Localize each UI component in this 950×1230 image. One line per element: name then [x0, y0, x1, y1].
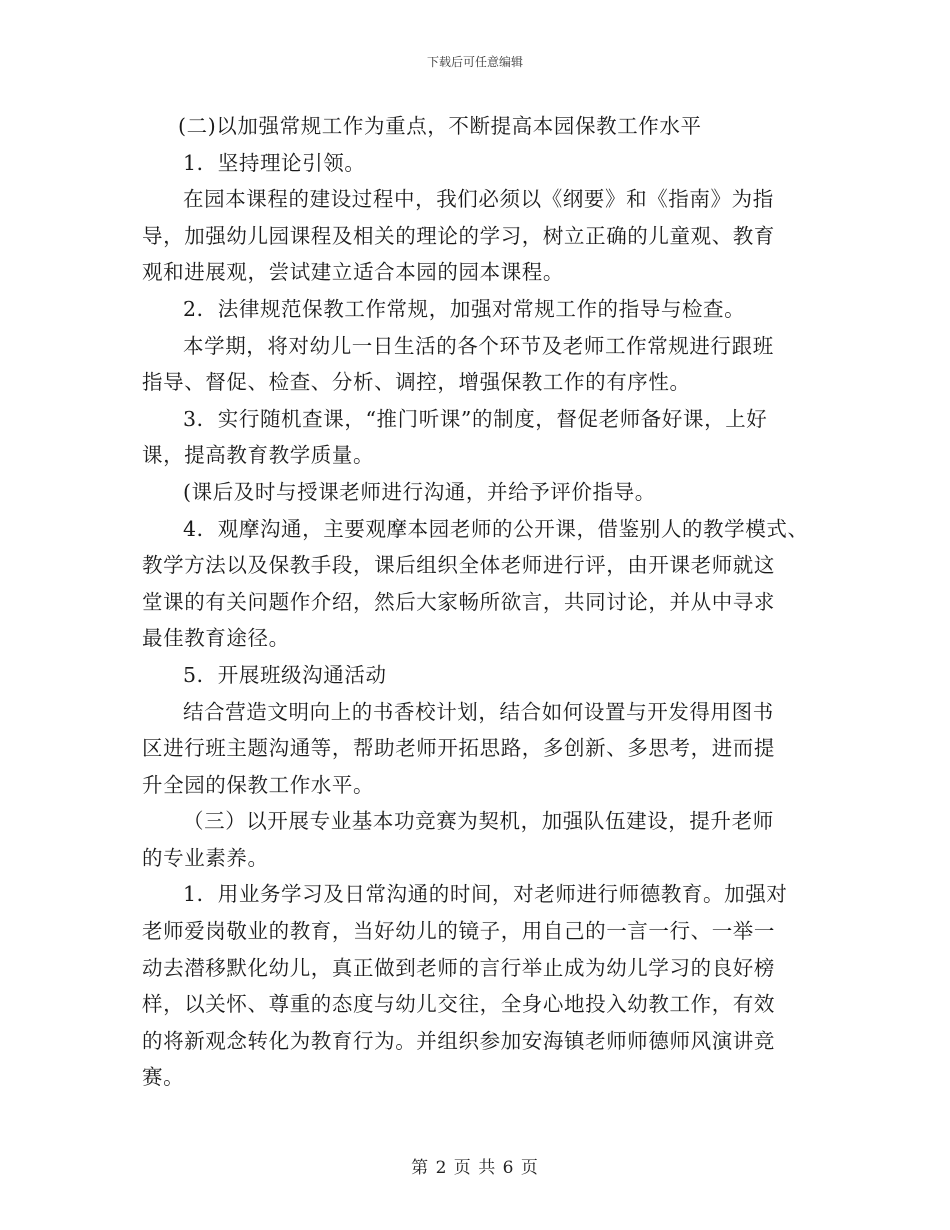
item-heading: 1．用业务学习及日常沟通的时间，对老师进行师德教育。加强对	[183, 882, 788, 907]
paragraph-line: (课后及时与授课老师进行沟通，并给予评价指导。	[183, 479, 656, 504]
paragraph-line: 动去潜移默化幼儿，真正做到老师的言行举止成为幼儿学习的良好榜	[142, 955, 775, 980]
paragraph-line: 样，以关怀、尊重的态度与幼儿交往，全身心地投入幼教工作，有效	[142, 992, 775, 1017]
item-heading: 1．坚持理论引领。	[183, 150, 366, 175]
paragraph-line: 结合营造文明向上的书香校计划，结合如何设置与开发得用图书	[183, 699, 774, 724]
paragraph-line: 升全园的保教工作水平。	[142, 772, 375, 797]
paragraph-line: 堂课的有关问题作介绍，然后大家畅所欲言，共同讨论，并从中寻求	[142, 589, 775, 614]
document-body	[142, 108, 842, 1096]
page-number: 第 2 页 共 6 页	[411, 1158, 539, 1178]
paragraph-line: 指导、督促、检查、分析、调控，增强保教工作的有序性。	[142, 370, 691, 395]
item-heading: 2．法律规范保教工作常规，加强对常规工作的指导与检查。	[183, 296, 746, 321]
paragraph-line: 观和进展观，尝试建立适合本园的园本课程。	[142, 260, 564, 285]
section-heading-2: (二)以加强常规工作为重点，不断提高本园保教工作水平	[178, 114, 702, 138]
paragraph-line: 课，提高教育教学质量。	[142, 443, 375, 468]
page-header: 下载后可任意编辑	[426, 55, 523, 69]
paragraph-line: 最佳教育途径。	[142, 626, 290, 651]
paragraph-line: 在园本课程的建设过程中，我们必须以《纲要》和《指南》为指	[183, 187, 774, 212]
paragraph-line: 区进行班主题沟通等，帮助老师开拓思路，多创新、多思考，进而提	[142, 736, 775, 761]
paragraph-line: 导，加强幼儿园课程及相关的理论的学习，树立正确的儿童观、教育	[142, 223, 775, 248]
paragraph-line: 本学期，将对幼儿一日生活的各个环节及老师工作常规进行跟班	[183, 333, 774, 358]
paragraph-line: 的专业素养。	[142, 845, 269, 870]
paragraph-line: 赛。	[142, 1065, 185, 1090]
section-heading-3: （三）以开展专业基本功竞赛为契机，加强队伍建设，提升老师	[183, 809, 774, 834]
item-heading: 4．观摩沟通，主要观摩本园老师的公开课，借鉴别人的教学模式、	[183, 516, 809, 541]
item-heading: 3．实行随机查课，“推门听课”的制度，督促老师备好课，上好	[183, 406, 768, 431]
paragraph-line: 教学方法以及保教手段，课后组织全体老师进行评，由开课老师就这	[142, 553, 775, 578]
item-heading: 5．开展班级沟通活动	[183, 662, 387, 687]
paragraph-line: 的将新观念转化为教育行为。并组织参加安海镇老师师德师风演讲竞	[142, 1028, 775, 1053]
paragraph-line: 老师爱岗敬业的教育，当好幼儿的镜子，用自己的一言一行、一举一	[142, 919, 775, 944]
